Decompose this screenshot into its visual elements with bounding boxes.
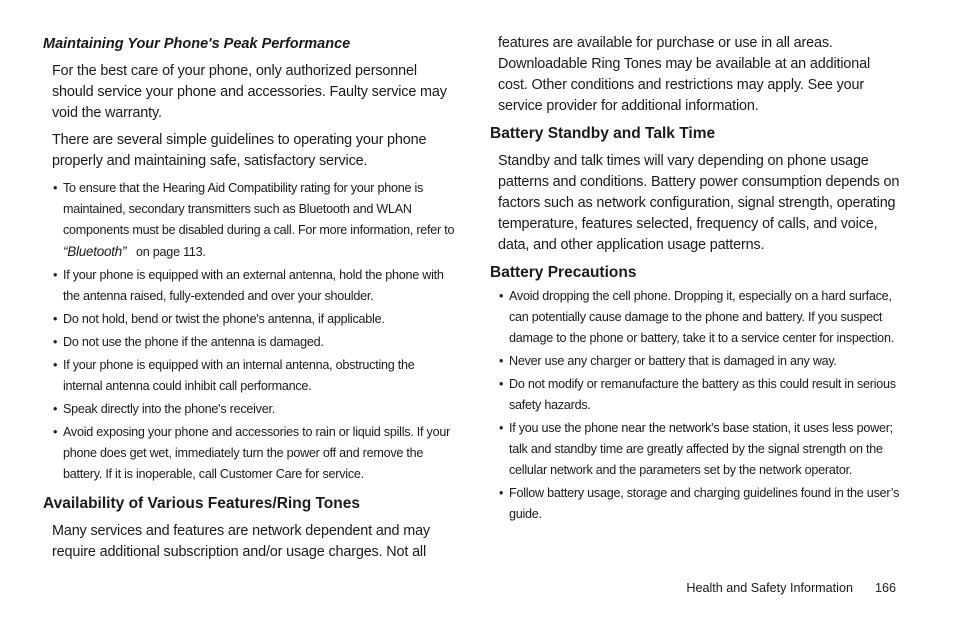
section-heading-battery-precautions: Battery Precautions <box>490 264 637 281</box>
page-number: 166 <box>874 581 896 595</box>
battery-precautions-bullet-list <box>490 286 900 525</box>
page-footer <box>686 578 896 598</box>
paragraph-standby-talk-time: Standby and talk times will vary depending on phone usage patterns and conditions. Battery power consumption depends on factors such as network configuration, signal strength, operating temperature, features selected, frequency of calls, and voice, data, and other application usage patterns. <box>498 153 900 253</box>
bluetooth-reference-link[interactable]: “Bluetooth” <box>63 244 127 259</box>
list-item: • Avoid dropping the cell phone. Dropping it, especially on a hard surface, can potentially cause damage to the phone and battery. If you suspect damage to the phone or battery, take it to a service center for inspection. <box>490 286 900 349</box>
section-heading-availability: Availability of Various Features/Ring Tones <box>43 495 360 512</box>
paragraph-availability-continued: features are available for purchase or use in all areas. Downloadable Ring Tones may be available at an additional cost. Other conditions and restrictions may apply. See your service provider for additional information. <box>498 35 870 114</box>
list-item: • Do not use the phone if the antenna is damaged. <box>43 332 455 353</box>
list-item: • Do not hold, bend or twist the phone's antenna, if applicable. <box>43 309 455 330</box>
bullet-text: To ensure that the Hearing Aid Compatibility rating for your phone is maintained, secondary transmitters such as Bluetooth and WLAN components must be disabled during a call. For more information, refer to <box>63 181 455 237</box>
peak-performance-bullet-list <box>43 178 455 485</box>
section-heading-standby-talk-time: Battery Standby and Talk Time <box>490 125 716 142</box>
list-item <box>43 178 455 263</box>
footer-section-title: Health and Safety Information <box>686 581 853 595</box>
left-column <box>43 33 455 569</box>
list-item: • If you use the phone near the network's base station, it uses less power; talk and standby time are greatly affected by the signal strength on the cellular network and the parameters set by the network operator. <box>490 418 900 481</box>
paragraph-authorized-service: For the best care of your phone, only authorized personnel should service your phone and accessories. Faulty service may void the warranty. <box>52 63 447 121</box>
list-item: • Follow battery usage, storage and charging guidelines found in the user’s guide. <box>490 483 900 525</box>
list-item: • Avoid exposing your phone and accessories to rain or liquid spills. If your phone does get wet, immediately turn the power off and remove the battery. If it is inoperable, call Customer Care for service. <box>43 422 455 485</box>
paragraph-guidelines: There are several simple guidelines to operating your phone properly and maintaining safe, satisfactory service. <box>52 132 427 169</box>
list-item: • Never use any charger or battery that is damaged in any way. <box>490 351 900 372</box>
right-column <box>490 33 900 527</box>
list-item: • If your phone is equipped with an external antenna, hold the phone with the antenna raised, fully-extended and over your shoulder. <box>43 265 455 307</box>
list-item: • Speak directly into the phone's receiver. <box>43 399 455 420</box>
list-item: • Do not modify or remanufacture the battery as this could result in serious safety hazards. <box>490 374 900 416</box>
paragraph-availability: Many services and features are network dependent and may require additional subscription and/or usage charges. Not all <box>52 523 430 560</box>
section-heading-peak-performance: Maintaining Your Phone's Peak Performance <box>43 36 351 52</box>
bullet-text-tail: on page 113. <box>136 245 206 259</box>
list-item: • If your phone is equipped with an internal antenna, obstructing the internal antenna could inhibit call performance. <box>43 355 455 397</box>
